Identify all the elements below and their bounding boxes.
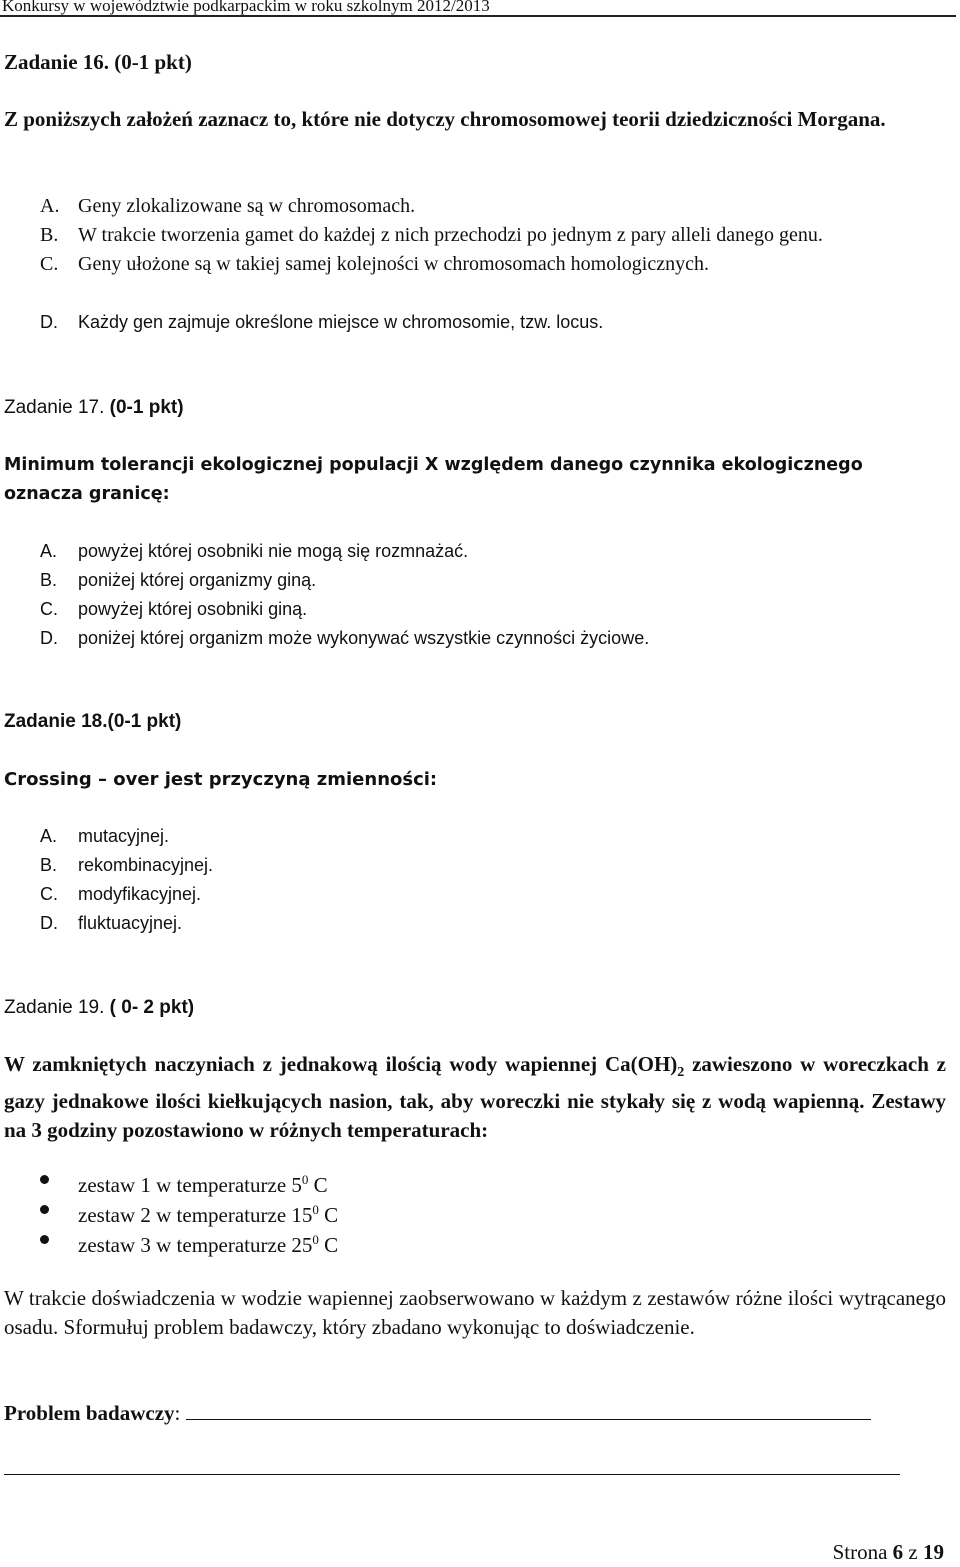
q16-options-d xyxy=(40,308,946,337)
q18-options xyxy=(40,822,946,938)
q16-options xyxy=(40,192,946,279)
bullet-icon xyxy=(40,1235,49,1244)
answer-blank-1[interactable] xyxy=(186,1419,871,1420)
q18-option-a[interactable]: A. mutacyjnej. xyxy=(40,826,170,846)
q16-prompt: Z poniższych założeń zaznacz to, które nie dotyczy chromosomowej teorii dziedziczności Morgana. xyxy=(4,107,886,131)
q16-option-d[interactable]: D. Każdy gen zajmuje określone miejsce w chromosomie, tzw. locus. xyxy=(40,312,604,332)
header-text: Konkursy w województwie podkarpackim w roku szkolnym 2012/2013 xyxy=(2,0,490,15)
q17-option-a[interactable]: A. powyżej której osobniki nie mogą się rozmnażać. xyxy=(40,541,469,561)
q19-answer-line: Problem badawczy: xyxy=(4,1399,946,1428)
page-header xyxy=(0,0,956,17)
q17-options xyxy=(40,537,946,653)
q19-set-3: zestaw 3 w temperaturze $25^0$ C xyxy=(40,1225,840,1255)
q18-option-b[interactable]: B. rekombinacyjnej. xyxy=(40,855,214,875)
q16-option-c[interactable]: C. Geny ułożone są w takiej samej kolejności w chromosomach homologicznych. xyxy=(40,253,709,275)
q19-title: Zadanie 19. ( 0- 2 pkt) xyxy=(4,997,195,1018)
q18-option-d[interactable]: D. fluktuacyjnej. xyxy=(40,913,183,933)
q19-set-2: zestaw 2 w temperaturze $15^0$ C xyxy=(40,1195,840,1225)
q16-option-a[interactable]: A. Geny zlokalizowane są w chromosomach. xyxy=(40,195,416,217)
q17-option-d[interactable]: D. poniżej której organizm może wykonywać wszystkie czynności życiowe. xyxy=(40,628,650,648)
q19-paragraph: W trakcie doświadczenia w wodzie wapiennej zaobserwowano w każdym z zestawów różne ilości wytrącanego osadu. Sformułuj problem badawczy, który zbadano wykonując to doświadczenie. xyxy=(4,1286,946,1339)
q19-prompt: W zamkniętych naczyniach z jednakową ilością wody wapiennej $Ca(OH)_2$ zawieszono w woreczkach z gazy jednakowe ilości kiełkujących nasion, tak, aby woreczki nie stykały się z wodą wapienną. Zestawy na 3 godziny pozostawiono w różnych temperaturach: xyxy=(4,1052,946,1143)
answer-blank-2[interactable] xyxy=(4,1474,900,1475)
page-footer: Strona 6 z 19 xyxy=(832,1540,944,1564)
bullet-icon xyxy=(40,1205,49,1214)
q18-title: Zadanie 18.(0-1 pkt) xyxy=(4,711,182,732)
q17-option-b[interactable]: B. poniżej której organizmy giną. xyxy=(40,570,317,590)
q19-set-1: zestaw 1 w temperaturze $5^0$ C xyxy=(40,1165,840,1195)
q18-prompt: Crossing – over jest przyczyną zmienności: xyxy=(4,769,438,790)
q19-sets-list xyxy=(40,1165,840,1255)
q16-title: Zadanie 16. (0-1 pkt) xyxy=(4,50,192,74)
q16-option-b[interactable]: B. W trakcie tworzenia gamet do każdej z nich przechodzi po jednym z pary alleli danego genu. xyxy=(40,224,823,246)
q18-option-c[interactable]: C. modyfikacyjnej. xyxy=(40,884,202,904)
bullet-icon xyxy=(40,1175,49,1184)
q17-option-c[interactable]: C. powyżej której osobniki giną. xyxy=(40,599,308,619)
q17-prompt: Minimum tolerancji ekologicznej populacji X względem danego czynnika ekologicznego oznacza granicę: xyxy=(4,455,863,504)
q17-title: Zadanie 17. (0-1 pkt) xyxy=(4,397,184,418)
